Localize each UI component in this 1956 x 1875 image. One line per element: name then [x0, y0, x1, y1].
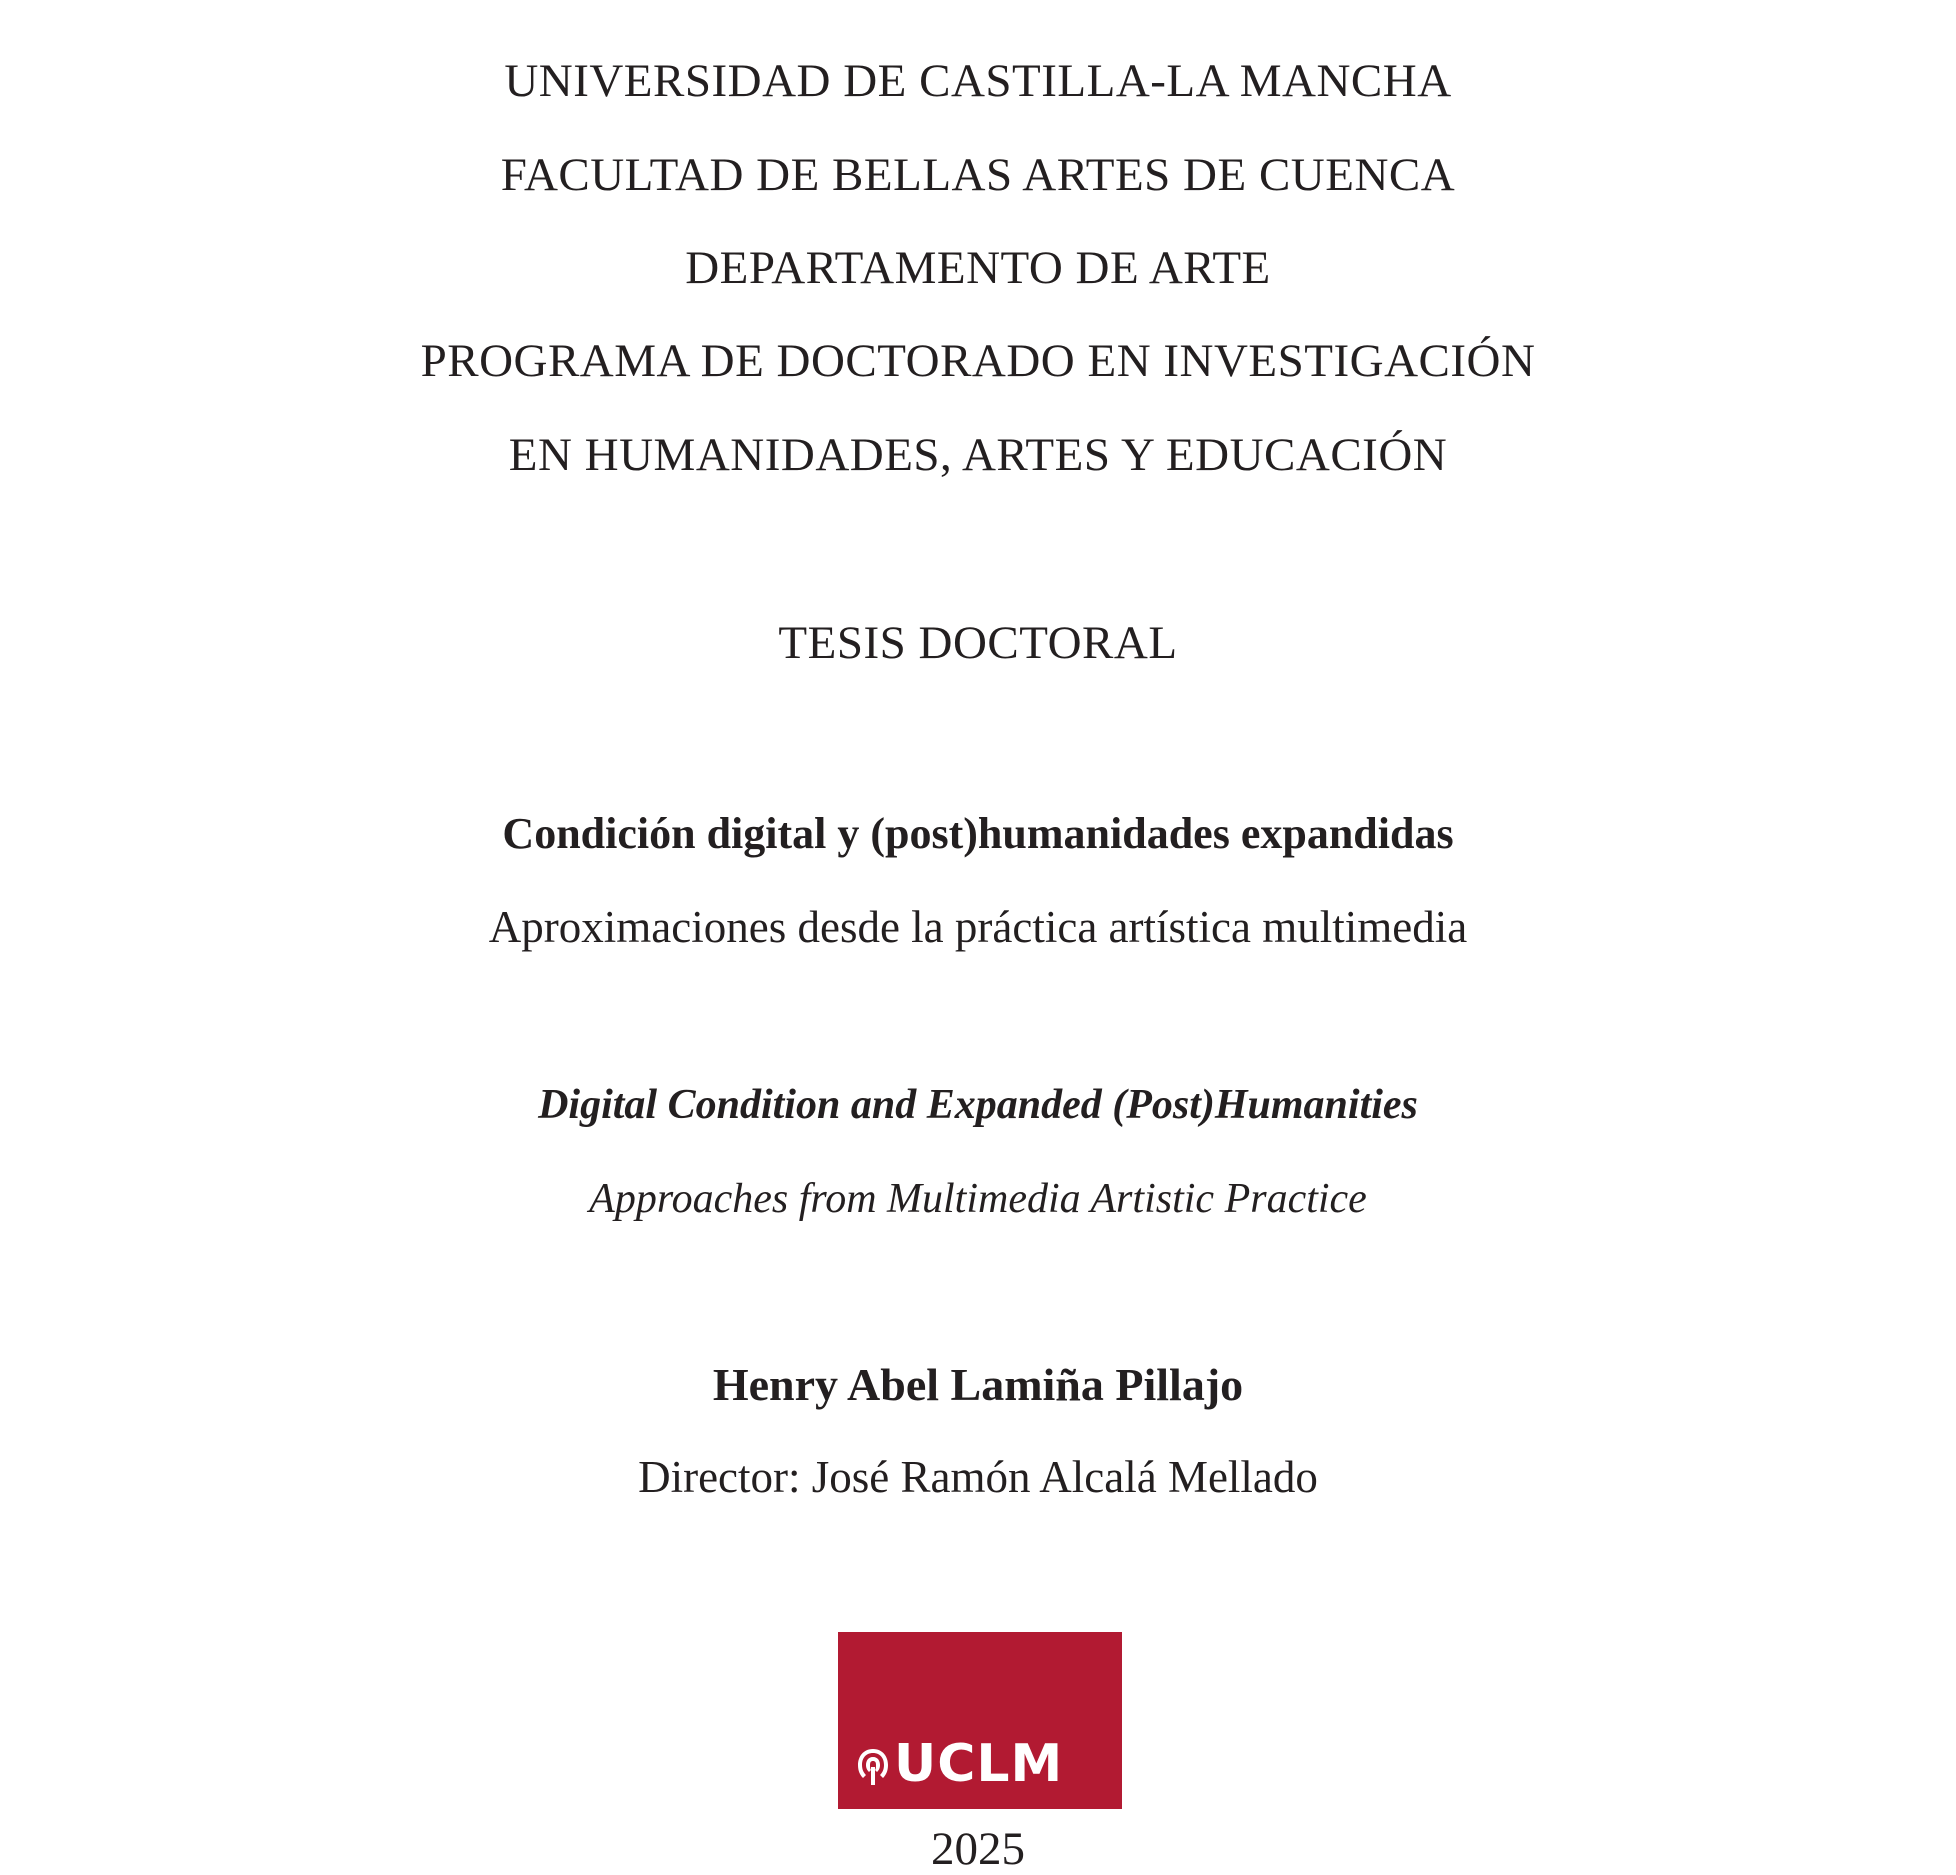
thesis-title-spanish: Condición digital y (post)humanidades expandidas — [502, 809, 1454, 858]
thesis-year: 2025 — [931, 1823, 1025, 1875]
document-type: TESIS DOCTORAL — [778, 617, 1178, 669]
uclm-emblem-icon — [855, 1745, 891, 1789]
faculty-name: FACULTAD DE BELLAS ARTES DE CUENCA — [500, 149, 1456, 201]
thesis-subtitle-spanish: Aproximaciones desde la práctica artística multimedia — [488, 902, 1468, 952]
thesis-subtitle-english: Approaches from Multimedia Artistic Practice — [589, 1176, 1367, 1222]
program-name-line2: EN HUMANIDADES, ARTES Y EDUCACIÓN — [508, 429, 1448, 481]
thesis-title-english: Digital Condition and Expanded (Post)Humanities — [538, 1082, 1418, 1128]
department-name: DEPARTAMENTO DE ARTE — [685, 242, 1271, 294]
uclm-logo — [838, 1632, 1122, 1809]
university-name: UNIVERSIDAD DE CASTILLA-LA MANCHA — [504, 55, 1452, 107]
program-name-line1: PROGRAMA DE DOCTORADO EN INVESTIGACIÓN — [420, 335, 1536, 387]
author-name: Henry Abel Lamiña Pillajo — [712, 1359, 1244, 1410]
director-name: Director: José Ramón Alcalá Mellado — [638, 1452, 1318, 1502]
uclm-logo-text: UCLM — [894, 1734, 1064, 1794]
